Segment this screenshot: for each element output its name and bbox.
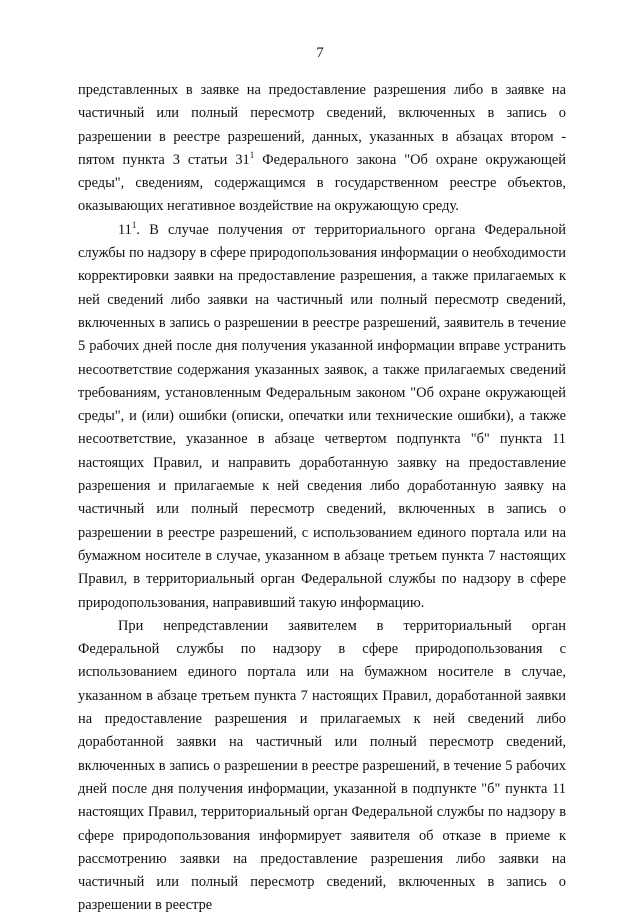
paragraph-clause-11-1 bbox=[78, 219, 566, 615]
page-number: 7 bbox=[316, 45, 324, 61]
paragraph-continuation bbox=[78, 79, 566, 219]
paragraph-text-rest: Федерального закона "Об охране окружающей среды", сведениям, содержащимся в государственном реестре объектов, оказывающих негативное воздействие на окружающую среду. bbox=[78, 151, 566, 215]
clause-number: 11 bbox=[118, 221, 132, 238]
document-body bbox=[78, 79, 566, 918]
superscript: 1 bbox=[249, 150, 255, 161]
paragraph-non-submission: При непредставлении заявителем в территориальный орган Федеральной службы по надзору в сфере природопользования с использованием единого портала или на бумажном носителе в случае, указанном в абзаце третьем пункта 7 настоящих Правил, доработанной заявки на предоставление разрешения и прилагаемых к ней сведений либо доработанной заявки на частичный или полный пересмотр сведений, включенных в запись о разрешении в реестре разрешений, в течение 5 рабочих дней после дня получения информации, указанной в подпункте "б" пункта 11 настоящих Правил, территориальный орган Федеральной службы по надзору в сфере природопользования информирует заявителя об отказе в приеме к рассмотрению заявки на предоставление разрешения либо заявки на частичный или полный пересмотр сведений, включенных в запись о разрешении в реестре bbox=[78, 617, 566, 914]
clause-number-superscript: 1 bbox=[131, 219, 137, 230]
paragraph-text: . В случае получения от территориального органа Федеральной службы по надзору в сфере природопользования информации о необходимости корректировки заявки на предоставление разрешения, а также прилагаемых к ней сведений либо заявки на частичный или полный пересмотр сведений, включенных в запись о разрешении в реестре разрешений, заявитель в течение 5 рабочих дней после дня получения указанной информации вправе устранить несоответствие содержания указанных заявок, а также прилагаемых сведений требованиям, установленным Федеральным законом "Об охране окружающей среды", и (или) ошибки (описки, опечатки или технические ошибки), а также несоответствие, указанное в абзаце четвертом подпункта "б" пункта 11 настоящих Правил, и направить доработанную заявку на предоставление разрешения и прилагаемые к ней сведения либо доработанную заявку на частичный или полный пересмотр сведений, включенных в запись о разрешении в реестре разрешений, с использованием единого портала или на бумажном носителе в случае, указанном в абзаце третьем пункта 7 настоящих Правил, в территориальный орган Федеральной службы по надзору в сфере природопользования, направивший такую информацию. bbox=[78, 221, 566, 611]
paragraph-text: представленных в заявке на предоставление разрешения либо в заявке на частичный или полный пересмотр сведений, включенных в запись о разрешении в реестре разрешений, данных, указанных в абзацах втором - пятом пункта 3 статьи 31 bbox=[78, 82, 566, 168]
